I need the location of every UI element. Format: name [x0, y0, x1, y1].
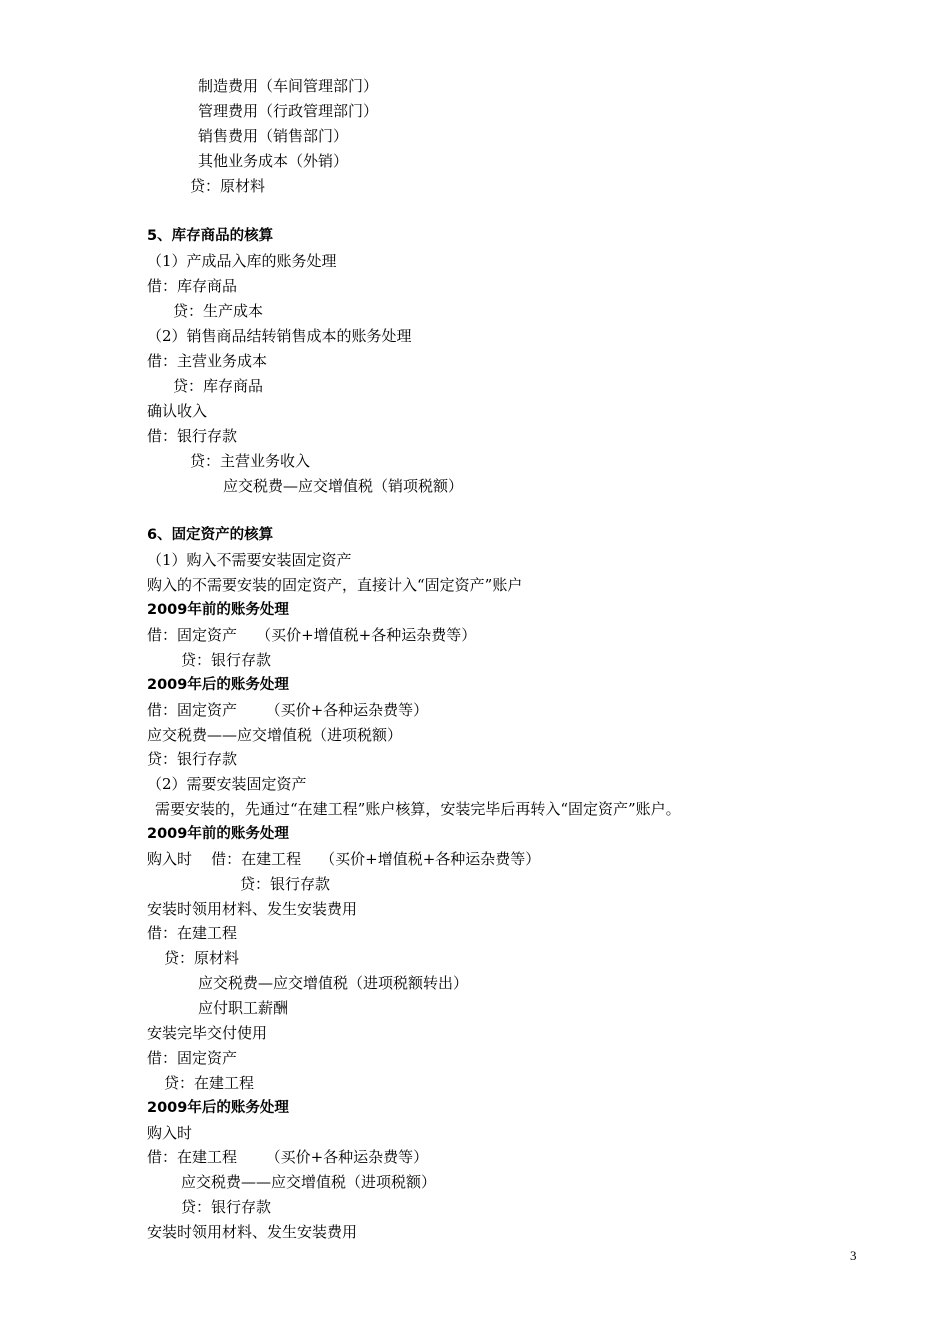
text-line: 管理费用（行政管理部门） — [198, 102, 379, 120]
text-line: 贷：在建工程 — [164, 1074, 255, 1092]
text-line: 贷：银行存款 — [181, 651, 272, 669]
text-line: 购入时 — [147, 1124, 193, 1142]
text-line: 贷：库存商品 — [173, 377, 264, 395]
bold-heading: 2009年后的账务处理 — [147, 677, 289, 693]
text-line: 安装完毕交付使用 — [147, 1024, 268, 1042]
section-heading: 6、固定资产的核算 — [147, 527, 274, 543]
section-heading: 5、库存商品的核算 — [147, 228, 274, 244]
text-line: 贷：银行存款 — [240, 875, 331, 893]
text-line: 确认收入 — [147, 402, 208, 420]
text-line: 借：在建工程 （买价+各种运杂费等） — [147, 1148, 429, 1166]
text-line: 应交税费—应交增值税（销项税额） — [223, 477, 464, 495]
subsection-heading: （1）产成品入库的账务处理 — [147, 252, 337, 270]
text-line: 借：固定资产 （买价+各种运杂费等） — [147, 701, 429, 719]
text-line: 借：库存商品 — [147, 277, 238, 295]
bold-heading: 2009年后的账务处理 — [147, 1100, 289, 1116]
subsection-heading: （2）需要安装固定资产 — [147, 775, 307, 793]
text-line: 贷：生产成本 — [173, 302, 264, 320]
text-line: 应付职工薪酬 — [198, 999, 289, 1017]
text-line: 购入的不需要安装的固定资产，直接计入“固定资产”账户 — [147, 576, 523, 594]
text-line: 安装时领用材料、发生安装费用 — [147, 1223, 358, 1241]
text-line: 其他业务成本（外销） — [198, 152, 349, 170]
text-line: 借：银行存款 — [147, 427, 238, 445]
text-line: 借：在建工程 — [147, 924, 238, 942]
text-line: 安装时领用材料、发生安装费用 — [147, 900, 358, 918]
text-line: 应交税费——应交增值税（进项税额） — [147, 726, 403, 744]
text-line: 销售费用（销售部门） — [198, 127, 349, 145]
text-line: 制造费用（车间管理部门） — [198, 77, 379, 95]
text-line: 贷：原材料 — [164, 949, 240, 967]
subsection-heading: （2）销售商品结转销售成本的账务处理 — [147, 327, 412, 345]
text-line: 借：主营业务成本 — [147, 352, 268, 370]
bold-heading: 2009年前的账务处理 — [147, 602, 289, 618]
bold-heading: 2009年前的账务处理 — [147, 826, 289, 842]
subsection-heading: （1）购入不需要安装固定资产 — [147, 551, 352, 569]
text-line: 贷：原材料 — [190, 177, 266, 195]
text-line: 应交税费——应交增值税（进项税额） — [181, 1173, 437, 1191]
page-number: 3 — [850, 1248, 857, 1263]
text-line: 贷：主营业务收入 — [190, 452, 311, 470]
text-line: 借：固定资产 （买价+增值税+各种运杂费等） — [147, 626, 477, 644]
text-line: 应交税费—应交增值税（进项税额转出） — [198, 974, 469, 992]
text-line: 贷：银行存款 — [147, 750, 238, 768]
text-line: 借：固定资产 — [147, 1049, 238, 1067]
text-line: 贷：银行存款 — [181, 1198, 272, 1216]
text-line: 需要安装的，先通过“在建工程”账户核算，安装完毕后再转入“固定资产”账户。 — [155, 800, 681, 818]
text-line: 购入时 借：在建工程 （买价+增值税+各种运杂费等） — [147, 850, 541, 868]
